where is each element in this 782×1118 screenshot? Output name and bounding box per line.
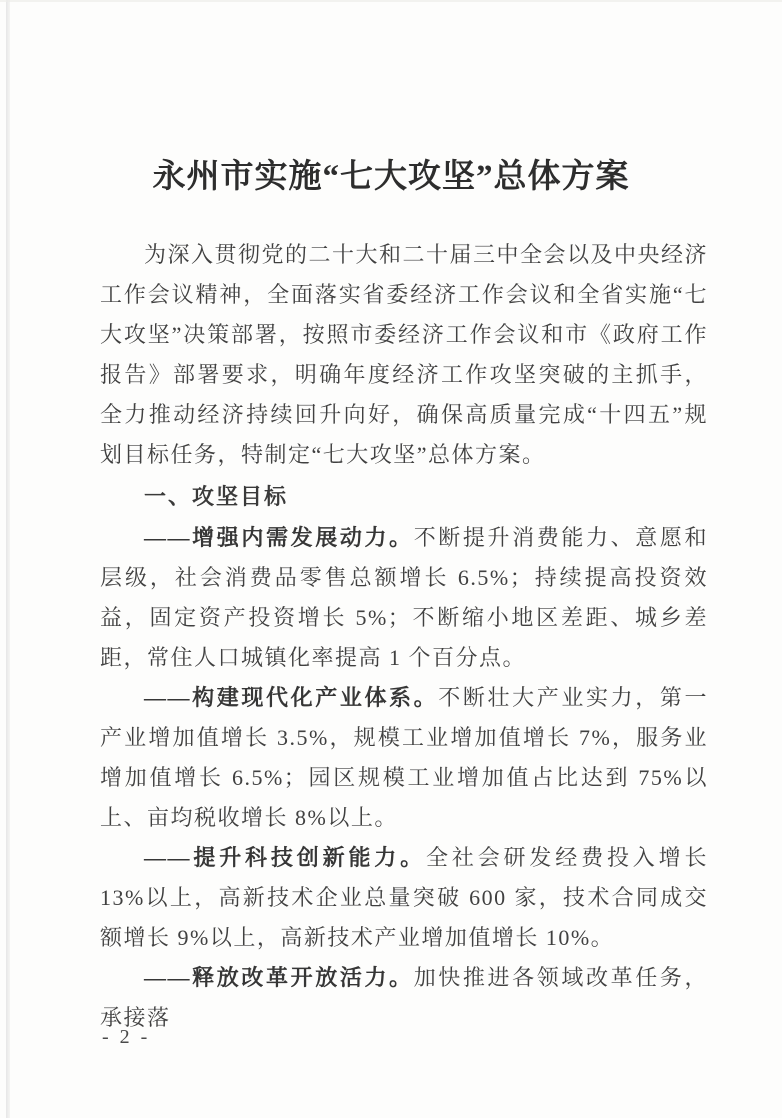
goal-text-tech-innovation: 全社会研发经费投入增长 13%以上，高新技术企业总量突破 600 家，技术合同成交额增长 9%以上，高新技术产业增加值增长 10%。 — [100, 845, 708, 950]
goal-lead-reform-opening: ——释放改革开放活力。 — [144, 965, 414, 990]
goal-text-industry-system: 不断壮大产业实力，第一产业增加值增长 3.5%，规模工业增加值增长 7%，服务业增加值增长 6.5%；园区规模工业增加值占比达到 75%以上、亩均税收增长 8%以上。 — [100, 685, 708, 830]
goal-lead-domestic-demand: ——增强内需发展动力。 — [144, 525, 414, 550]
page-number: - 2 - — [102, 1026, 151, 1048]
scan-edge-top — [0, 0, 782, 2]
document-title: 永州市实施“七大攻坚”总体方案 — [152, 159, 630, 195]
section-heading-goals: 一、攻坚目标 — [144, 484, 289, 509]
goal-paragraph-reform-opening — [100, 958, 708, 1038]
goal-lead-tech-innovation: ——提升科技创新能力。 — [144, 845, 426, 870]
goal-text-domestic-demand: 不断提升消费能力、意愿和层级，社会消费品零售总额增长 6.5%；持续提高投资效益，固定资产投资增长 5%；不断缩小地区差距、城乡差距，常住人口城镇化率提高 1 个百分点。 — [100, 525, 708, 670]
goal-lead-industry-system: ——构建现代化产业体系。 — [144, 685, 439, 710]
goal-paragraph-domestic-demand — [100, 518, 708, 678]
goal-paragraph-tech-innovation — [100, 838, 708, 958]
intro-paragraph: 为深入贯彻党的二十大和二十届三中全会以及中央经济工作会议精神，全面落实省委经济工作会议和全省实施“七大攻坚”决策部署，按照市委经济工作会议和市《政府工作报告》部署要求，明确年度经济工作攻坚突破的主抓手，全力推动经济持续回升向好，确保高质量完成“十四五”规划目标任务，特制定“七大攻坚”总体方案。 — [100, 242, 709, 467]
goal-paragraph-industry-system — [100, 678, 708, 838]
goal-text-reform-opening: 加快推进各领域改革任务，承接落 — [100, 965, 708, 1030]
